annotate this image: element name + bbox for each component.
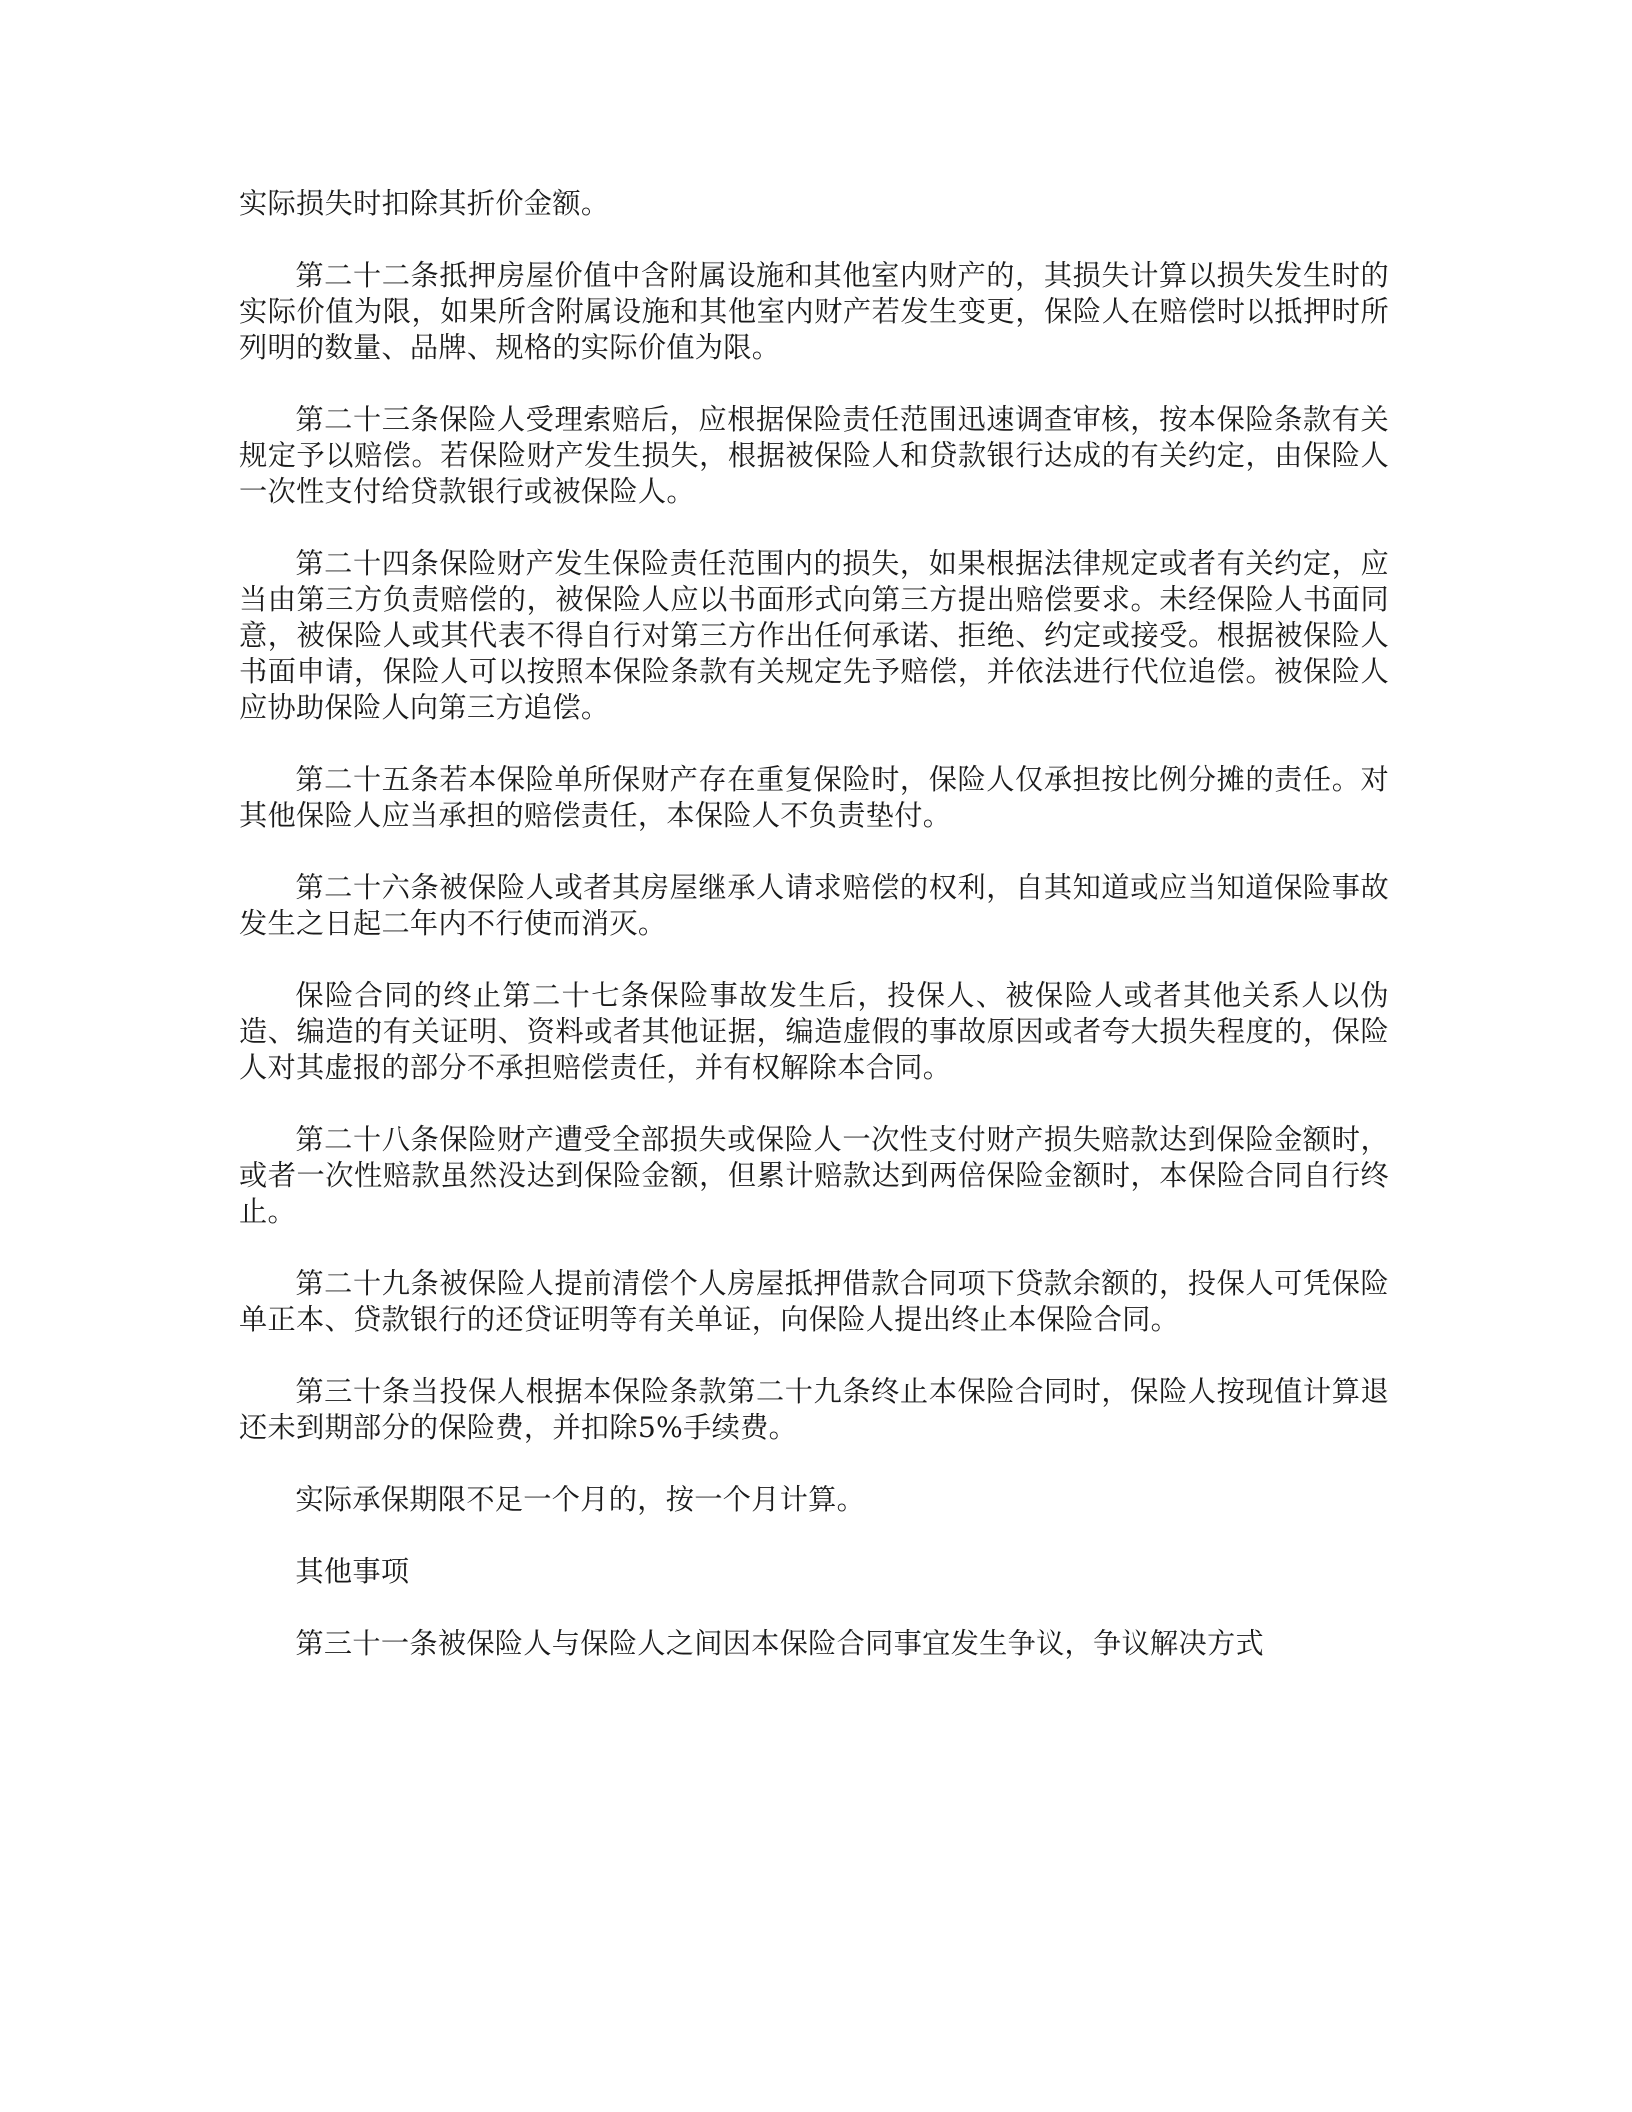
paragraph-continuation: 实际损失时扣除其折价金额。: [239, 187, 610, 220]
paragraph-article-23: 第二十三条保险人受理索赔后，应根据保险责任范围迅速调查审核，按本保险条款有关规定予以赔偿。若保险财产发生损失，根据被保险人和贷款银行达成的有关约定，由保险人一次性支付给贷款银行或被保险人。: [239, 403, 1389, 508]
paragraph-article-27: 保险合同的终止第二十七条保险事故发生后，投保人、被保险人或者其他关系人以伪造、编造的有关证明、资料或者其他证据，编造虚假的事故原因或者夸大损失程度的，保险人对其虚报的部分不承担赔偿责任，并有权解除本合同。: [239, 979, 1389, 1084]
paragraph-article-25: 第二十五条若本保险单所保财产存在重复保险时，保险人仅承担按比例分摊的责任。对其他保险人应当承担的赔偿责任，本保险人不负责垫付。: [239, 763, 1389, 832]
paragraph-period-note: 实际承保期限不足一个月的，按一个月计算。: [295, 1483, 866, 1516]
paragraph-article-30: 第三十条当投保人根据本保险条款第二十九条终止本保险合同时，保险人按现值计算退还未到期部分的保险费，并扣除5%手续费。: [239, 1375, 1389, 1444]
paragraph-article-26: 第二十六条被保险人或者其房屋继承人请求赔偿的权利，自其知道或应当知道保险事故发生之日起二年内不行使而消灭。: [239, 871, 1389, 940]
section-heading-other-matters: 其他事项: [295, 1555, 410, 1588]
document-body: [239, 186, 1389, 1662]
paragraph-article-31: 第三十一条被保险人与保险人之间因本保险合同事宜发生争议，争议解决方式: [295, 1627, 1264, 1660]
paragraph-article-22: 第二十二条抵押房屋价值中含附属设施和其他室内财产的，其损失计算以损失发生时的实际价值为限，如果所含附属设施和其他室内财产若发生变更，保险人在赔偿时以抵押时所列明的数量、品牌、规格的实际价值为限。: [239, 259, 1389, 364]
paragraph-article-29: 第二十九条被保险人提前清偿个人房屋抵押借款合同项下贷款余额的，投保人可凭保险单正本、贷款银行的还贷证明等有关单证，向保险人提出终止本保险合同。: [239, 1267, 1389, 1336]
paragraph-article-24: 第二十四条保险财产发生保险责任范围内的损失，如果根据法律规定或者有关约定，应当由第三方负责赔偿的，被保险人应以书面形式向第三方提出赔偿要求。未经保险人书面同意，被保险人或其代表不得自行对第三方作出任何承诺、拒绝、约定或接受。根据被保险人书面申请，保险人可以按照本保险条款有关规定先予赔偿，并依法进行代位追偿。被保险人应协助保险人向第三方追偿。: [239, 547, 1389, 724]
paragraph-article-28: 第二十八条保险财产遭受全部损失或保险人一次性支付财产损失赔款达到保险金额时，或者一次性赔款虽然没达到保险金额，但累计赔款达到两倍保险金额时，本保险合同自行终止。: [239, 1123, 1389, 1228]
